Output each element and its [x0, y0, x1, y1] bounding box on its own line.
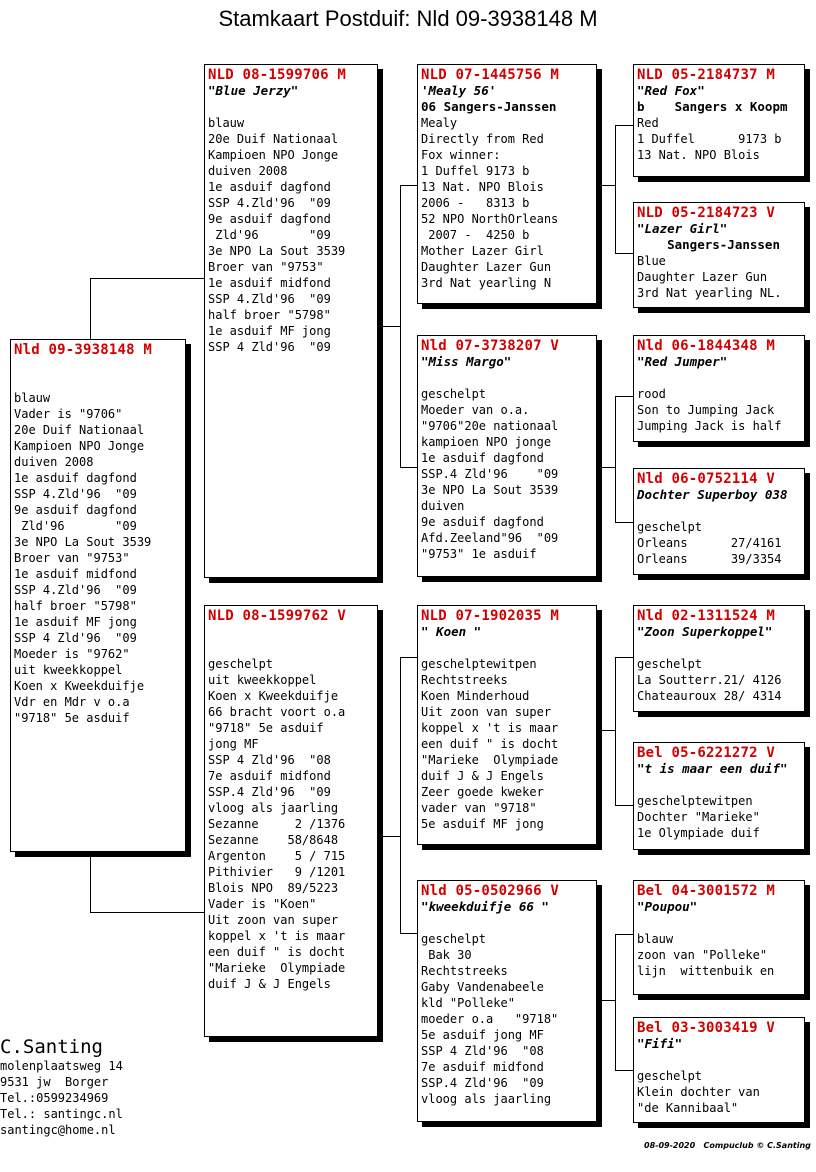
text-line: Orleans 39/3354 — [637, 552, 782, 566]
connector-mother-mf — [400, 657, 417, 658]
text-line: duiven 2008 — [208, 164, 288, 178]
ring-number: Nld 05-0502966 V — [421, 883, 560, 899]
text-line: Directly from Red — [421, 132, 544, 146]
text-line: lijn wittenbuik en — [637, 964, 775, 978]
card-lines — [208, 115, 374, 355]
text-line: Bak 30 — [421, 948, 472, 962]
connector-mm-mmf — [615, 934, 633, 935]
text-line: uit kweekkoppel — [14, 663, 123, 677]
card-lines — [421, 931, 593, 1107]
card-lines — [421, 386, 593, 562]
text-line: Vader is "9706" — [14, 407, 123, 421]
text-line: 7e asduif midfond — [421, 1060, 544, 1074]
text-line: 66 bracht voort o.a — [208, 705, 346, 719]
page-title: Stamkaart Postduif: Nld 09-3938148 M — [218, 6, 598, 31]
text-line: 1e asduif dagfond — [14, 471, 137, 485]
card-lines — [421, 115, 593, 291]
text-line: moeder o.a "9718" — [421, 1012, 559, 1026]
owner-name: C.Santing — [0, 1036, 103, 1058]
ring-number: NLD 07-1445756 M — [421, 67, 560, 83]
text-line: vloog als jaarling — [208, 801, 339, 815]
text-line: "9706"20e nationaal — [421, 419, 559, 433]
text-line: vader van "9718" — [421, 801, 537, 815]
connector-ff-ffm — [615, 253, 633, 254]
pedigree-card-father — [204, 64, 378, 578]
pedigree-card-subject — [10, 339, 186, 852]
breeder: b Sangers x Koopm — [637, 99, 788, 114]
text-line: geschelpt — [637, 1069, 703, 1083]
connector-mf-mff — [615, 657, 633, 658]
text-line: 3rd Nat yearling NL. — [637, 286, 782, 300]
connector-mf-mfm — [615, 805, 633, 806]
text-line: 1e asduif midfond — [14, 567, 137, 581]
connector-mm-mmm — [615, 1070, 633, 1071]
pigeon-name: "Fifi" — [637, 1036, 683, 1051]
text-line: geschelpt — [637, 520, 703, 534]
text-line: SSP 4 Zld'96 "08 — [208, 753, 331, 767]
text-line: Dochter "Marieke" — [637, 810, 760, 824]
text-line: Fox winner: — [421, 148, 501, 162]
connector-fm-fmm — [615, 522, 633, 523]
ring-number: NLD 05-2184737 M — [637, 67, 776, 83]
text-line: Argenton 5 / 715 — [208, 849, 346, 863]
text-line: 3e NPO La Sout 3539 — [208, 244, 346, 258]
text-line: 1e asduif midfond — [208, 276, 331, 290]
text-line: half broer "5798" — [14, 599, 137, 613]
text-line: SSP.4 Zld'96 "09 — [208, 785, 331, 799]
pigeon-name: 'Mealy 56' — [421, 83, 497, 98]
text-line: 9e asduif dagfond — [208, 212, 331, 226]
text-line: 5e asduif jong MF — [421, 1028, 544, 1042]
connector-mf-h — [597, 730, 615, 731]
text-line: Koen Minderhoud — [421, 689, 530, 703]
connector-mm-v — [615, 934, 616, 1070]
connector-mf-v — [615, 657, 616, 805]
text-line: zoon van "Polleke" — [637, 948, 768, 962]
text-line: 3e NPO La Sout 3539 — [14, 535, 152, 549]
text-line: blauw — [14, 391, 51, 405]
ring-number: Nld 07-3738207 V — [421, 338, 560, 354]
card-lines — [637, 931, 801, 979]
text-line: geschelpt — [421, 387, 487, 401]
text-line: 3e NPO La Sout 3539 — [421, 483, 559, 497]
text-line: 5e asduif MF jong — [421, 817, 544, 831]
text-line: 1e Olympiade duif — [637, 826, 760, 840]
text-line: uit kweekkoppel — [208, 673, 317, 687]
text-line: geschelptewitpen — [637, 794, 753, 808]
owner-address — [0, 1058, 123, 1138]
connector-fm-h — [597, 467, 615, 468]
text-line: 2007 - 4250 b — [421, 228, 530, 242]
text-line: 1e asduif MF jong — [14, 615, 137, 629]
pigeon-name: "Zoon Superkoppel" — [637, 624, 773, 639]
text-line: Pithivier 9 /1201 — [208, 865, 346, 879]
text-line: duiven — [421, 499, 465, 513]
ring-number: NLD 08-1599762 V — [208, 608, 347, 624]
card-lines — [637, 519, 801, 567]
text-line: SSP.4 Zld'96 "09 — [421, 467, 559, 481]
card-lines — [637, 386, 801, 434]
text-line: Mealy — [421, 116, 458, 130]
card-lines — [208, 656, 374, 992]
connector-subject-mother-v — [90, 852, 91, 912]
owner-block — [0, 1036, 123, 1138]
text-line: Sezanne 58/8648 — [208, 833, 339, 847]
text-line: molenplaatsweg 14 — [0, 1059, 123, 1073]
text-line: Vdr en Mdr v o.a — [14, 695, 130, 709]
pigeon-name: "kweekduifje 66 " — [421, 899, 549, 914]
text-line: Jumping Jack is half — [637, 419, 782, 433]
text-line: geschelpt — [421, 932, 487, 946]
pigeon-name: "Lazer Girl" — [637, 221, 728, 236]
text-line: Uit zoon van super — [421, 705, 552, 719]
text-line: blauw — [637, 932, 674, 946]
breeder: 06 Sangers-Janssen — [421, 99, 557, 114]
ring-number: Nld 06-1844348 M — [637, 338, 776, 354]
text-line: SSP 4.Zld'96 "09 — [14, 583, 137, 597]
text-line: jong MF — [208, 737, 259, 751]
pedigree-card-fff — [633, 64, 805, 177]
connector-mm-h — [597, 1000, 615, 1001]
text-line: Tel.: santingc.nl — [0, 1107, 123, 1121]
text-line: kld "Polleke" — [421, 996, 515, 1010]
text-line: koppel x 't is maar — [208, 929, 346, 943]
text-line: Gaby Vandenabeele — [421, 980, 544, 994]
text-line: duif J & J Engels — [208, 977, 331, 991]
pedigree-card-paternal-grandfather — [417, 64, 597, 304]
breeder: Sangers-Janssen — [637, 237, 780, 252]
text-line: 9e asduif dagfond — [14, 503, 137, 517]
text-line: Moeder is "9762" — [14, 647, 130, 661]
pigeon-name: " Koen " — [421, 624, 482, 639]
text-line: 2006 - 8313 b — [421, 196, 530, 210]
text-line: 52 NPO NorthOrleans — [421, 212, 559, 226]
ring-number: Bel 04-3001572 M — [637, 883, 776, 899]
text-line: 1e asduif dagfond — [208, 180, 331, 194]
text-line: SSP 4 Zld'96 "09 — [14, 631, 137, 645]
text-line: kampioen NPO jonge — [421, 435, 552, 449]
pedigree-card-maternal-grandfather — [417, 605, 597, 845]
ring-number: NLD 07-1902035 M — [421, 608, 560, 624]
pedigree-card-fmf — [633, 335, 805, 442]
text-line: Rechtstreeks — [421, 964, 508, 978]
text-line: SSP 4 Zld'96 "08 — [421, 1044, 544, 1058]
ring-number: Bel 05-6221272 V — [637, 745, 776, 761]
text-line: Blois NPO 89/5223 — [208, 881, 339, 895]
text-line: 1e asduif dagfond — [421, 451, 544, 465]
text-line: duif J & J Engels — [421, 769, 544, 783]
text-line: SSP.4 Zld'96 "09 — [421, 1076, 544, 1090]
text-line: vloog als jaarling — [421, 1092, 552, 1106]
text-line: koppel x 't is maar — [421, 721, 559, 735]
ring-number: Bel 03-3003419 V — [637, 1020, 776, 1036]
text-line: Zld'96 "09 — [14, 519, 137, 533]
text-line: 3rd Nat yearling N — [421, 276, 552, 290]
text-line: 20e Duif Nationaal — [14, 423, 145, 437]
pigeon-name: "Red Jumper" — [637, 354, 728, 369]
connector-fm-fmf — [615, 396, 633, 397]
pedigree-card-ffm — [633, 202, 805, 308]
text-line: Rechtstreeks — [421, 673, 508, 687]
pigeon-name: "Red Fox" — [637, 83, 705, 98]
text-line: 9531 jw Borger — [0, 1075, 109, 1089]
card-lines — [637, 253, 801, 301]
text-line: een duif " is docht — [208, 945, 346, 959]
text-line: Vader is "Koen" — [208, 897, 317, 911]
card-lines — [637, 115, 801, 163]
connector-ff-h — [597, 185, 615, 186]
text-line: Broer van "9753" — [208, 260, 324, 274]
pedigree-card-mff — [633, 605, 805, 712]
text-line: Moeder van o.a. — [421, 403, 530, 417]
text-line: 7e asduif midfond — [208, 769, 331, 783]
connector-mother-mm — [400, 933, 417, 934]
text-line: Tel.:0599234969 — [0, 1091, 109, 1105]
pedigree-card-mfm — [633, 742, 805, 850]
pedigree-card-fmm — [633, 468, 805, 575]
text-line: SSP 4.Zld'96 "09 — [14, 487, 137, 501]
text-line: Broer van "9753" — [14, 551, 130, 565]
text-line: 13 Nat. NPO Blois — [637, 148, 760, 162]
text-line: Sezanne 2 /1376 — [208, 817, 346, 831]
text-line: La Soutterr.21/ 4126 — [637, 673, 782, 687]
text-line: een duif " is docht — [421, 737, 559, 751]
text-line: SSP 4.Zld'96 "09 — [208, 196, 331, 210]
text-line: Mother Lazer Girl — [421, 244, 544, 258]
ring-number: Nld 09-3938148 M — [14, 342, 153, 358]
connector-father-h — [378, 326, 400, 327]
text-line: Koen x Kweekduifje — [208, 689, 339, 703]
text-line: 1 Duffel 9173 b — [421, 164, 530, 178]
text-line: santingc@home.nl — [0, 1123, 116, 1137]
text-line: geschelptewitpen — [421, 657, 537, 671]
text-line: geschelpt — [208, 657, 274, 671]
text-line: 1 Duffel 9173 b — [637, 132, 782, 146]
ring-number: NLD 05-2184723 V — [637, 205, 776, 221]
text-line: rood — [637, 387, 666, 401]
text-line: Klein dochter van — [637, 1085, 760, 1099]
pigeon-name: "Poupou" — [637, 899, 698, 914]
text-line: "Marieke Olympiade — [208, 961, 346, 975]
text-line: "de Kannibaal" — [637, 1101, 739, 1115]
text-line: "Marieke Olympiade — [421, 753, 559, 767]
pigeon-name: Dochter Superboy 038 — [637, 487, 788, 502]
text-line: Afd.Zeeland"96 "09 — [421, 531, 559, 545]
text-line: Daughter Lazer Gun — [637, 270, 768, 284]
card-lines — [421, 656, 593, 832]
connector-subject-mother-h — [90, 912, 204, 913]
ring-number: NLD 08-1599706 M — [208, 67, 347, 83]
text-line: SSP 4 Zld'96 "09 — [208, 340, 331, 354]
pedigree-card-mmm — [633, 1017, 805, 1123]
text-line: Kampioen NPO Jonge — [14, 439, 145, 453]
text-line: Kampioen NPO Jonge — [208, 148, 339, 162]
text-line: Zeer goede kweker — [421, 785, 544, 799]
text-line: half broer "5798" — [208, 308, 331, 322]
text-line: Zld'96 "09 — [208, 228, 331, 242]
pedigree-card-maternal-grandmother — [417, 880, 597, 1122]
text-line: 13 Nat. NPO Blois — [421, 180, 544, 194]
footer-credit: 08-09-2020 Compuclub © C.Santing — [644, 1141, 811, 1150]
text-line: SSP 4.Zld'96 "09 — [208, 292, 331, 306]
connector-father-fm — [400, 467, 417, 468]
text-line: "9753" 1e asduif — [421, 547, 537, 561]
pedigree-card-mother — [204, 605, 378, 1037]
card-lines — [14, 390, 182, 726]
connector-father-v — [400, 185, 401, 467]
text-line: geschelpt — [637, 657, 703, 671]
text-line: 1e asduif MF jong — [208, 324, 331, 338]
text-line: Chateauroux 28/ 4314 — [637, 689, 782, 703]
connector-ff-fff — [615, 125, 633, 126]
ring-number: Nld 06-0752114 V — [637, 471, 776, 487]
ring-number: Nld 02-1311524 M — [637, 608, 776, 624]
text-line: "9718" 5e asduif — [14, 711, 130, 725]
connector-mother-h — [378, 836, 400, 837]
connector-subject-father-v — [90, 278, 91, 342]
card-lines — [637, 1068, 801, 1116]
pigeon-name: "Blue Jerzy" — [208, 83, 299, 98]
connector-father-ff — [400, 185, 417, 186]
text-line: Son to Jumping Jack — [637, 403, 775, 417]
text-line: duiven 2008 — [14, 455, 94, 469]
text-line: 20e Duif Nationaal — [208, 132, 339, 146]
pedigree-card-mmf — [633, 880, 805, 995]
text-line: Koen x Kweekduifje — [14, 679, 145, 693]
text-line: Red — [637, 116, 659, 130]
card-lines — [637, 656, 801, 704]
pigeon-name: "Miss Margo" — [421, 354, 512, 369]
connector-ff-v — [615, 125, 616, 253]
text-line: Orleans 27/4161 — [637, 536, 782, 550]
text-line: "9718" 5e asduif — [208, 721, 324, 735]
pigeon-name: "t is maar een duif" — [637, 761, 788, 776]
text-line: Daughter Lazer Gun — [421, 260, 552, 274]
text-line: 9e asduif dagfond — [421, 515, 544, 529]
text-line: Uit zoon van super — [208, 913, 339, 927]
card-lines — [637, 793, 801, 841]
connector-mother-v — [400, 657, 401, 933]
connector-subject-father-h — [90, 278, 204, 279]
connector-fm-v — [615, 396, 616, 522]
pedigree-card-paternal-grandmother — [417, 335, 597, 577]
text-line: blauw — [208, 116, 245, 130]
text-line: Blue — [637, 254, 666, 268]
